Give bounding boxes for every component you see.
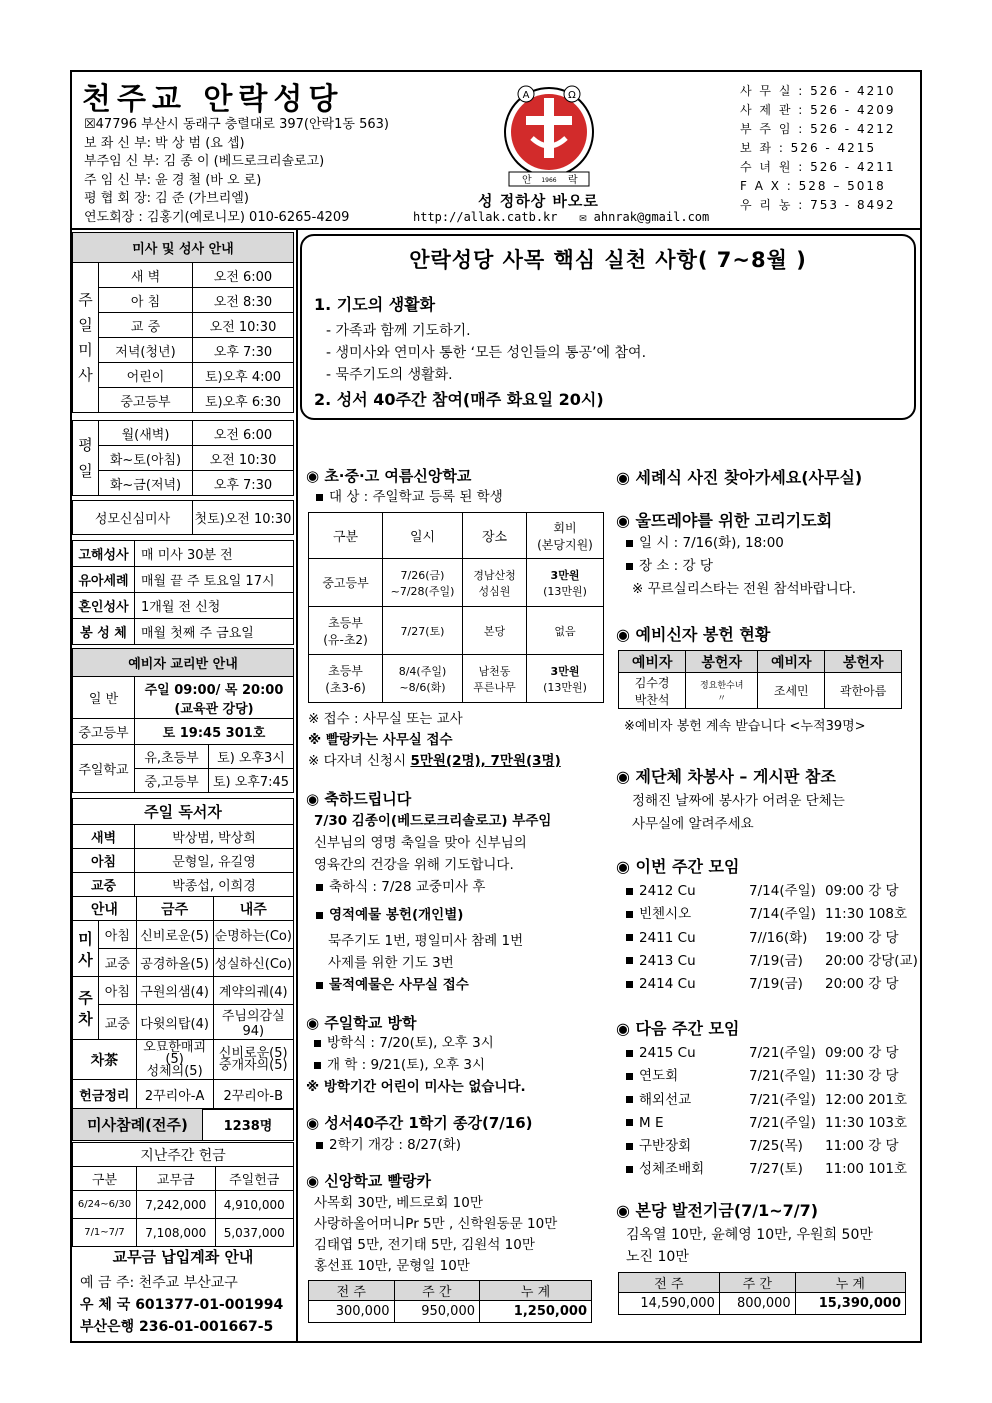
parking-label: 주 차 [73, 977, 99, 1040]
sunday-mass-time: 오전 10:30 [193, 313, 294, 338]
weekday-mass-time: 오후 7:30 [193, 471, 294, 496]
priorities-title: 안락성당 사목 핵심 실천 사항( 7~8월 ) [409, 248, 807, 272]
weekday-mass-table [72, 420, 294, 496]
fund-sum-table [618, 1272, 906, 1315]
sunday-mass-time: 오전 8:30 [193, 288, 294, 313]
sacrament-info: 매월 끝 주 토요일 17시 [135, 567, 294, 593]
catechumen-youth: 토 19:45 301호 [135, 719, 294, 745]
sum-head: 주 간 [719, 1273, 795, 1293]
account-postal: 우 체 국 601377-01-001994 [80, 1297, 284, 1313]
bullet-circle-icon: ◉ [306, 467, 325, 485]
duty-mass: 교중 [99, 1005, 137, 1040]
bullet-circle-icon: ◉ [306, 790, 325, 808]
staff-4: 평 협 회 장: 김 준 (가브리엘) [84, 191, 249, 206]
camp-date: 7/27(토) [383, 607, 463, 655]
attendance-value: 1238명 [203, 1109, 294, 1141]
sacraments-table [72, 540, 294, 645]
offering-title: 지난주간 헌금 [73, 1143, 294, 1167]
camp-place: 경남산청 성심원 [463, 559, 527, 607]
patron-motto: 성 정하상 바오로 [478, 192, 599, 210]
mass-title: 미사 및 성사 안내 [73, 233, 294, 263]
sunday-mass-name: 어린이 [99, 363, 193, 388]
catech-head: 예비자 [619, 651, 686, 673]
meeting-row: 구반장회 7/25(목) 11:00 강 당 [626, 1135, 907, 1158]
square-bullet-icon [316, 982, 323, 989]
altar-title: ◉ 제단체 차봉사 – 게시판 참조 [616, 767, 836, 786]
square-bullet-icon [316, 884, 323, 891]
svg-text:Ω: Ω [568, 90, 576, 101]
email-link[interactable]: ahnrak@gmail.com [593, 210, 710, 224]
congrats-item: 축하식 : 7/28 교중미사 후 [316, 878, 485, 896]
duty-this-week: 다윗의탑(4) [136, 1005, 213, 1040]
offering-sunday: 4,910,000 [215, 1191, 294, 1219]
offering-head: 구분 [73, 1167, 137, 1191]
reader-names: 문형일, 유길영 [135, 849, 294, 873]
duty-mass: 아침 [99, 921, 137, 949]
sum-head: 누 계 [480, 1281, 592, 1301]
sunday-mass-name: 저녁(청년) [99, 338, 193, 363]
sum-total: 15,390,000 [795, 1293, 905, 1315]
duty-mass: 교중 [99, 949, 137, 977]
vacation-note: ※ 방학기간 어린이 미사는 없습니다. [306, 1079, 526, 1095]
sum-head: 누 계 [795, 1273, 905, 1293]
address: ☒47796 부산시 동래구 충렬대로 397(안락1동 563) [84, 117, 389, 132]
camp-group: 초등부 (유-초2) [309, 607, 383, 655]
camp-head: 장소 [463, 513, 527, 559]
weekday-mass-time: 오전 10:30 [193, 446, 294, 471]
marian-mass-name: 성모신심미사 [73, 501, 193, 535]
mass-duty-label: 미 사 [73, 921, 99, 977]
priority-item: - 묵주기도의 생활화. [326, 367, 453, 383]
duty-table [72, 896, 294, 1110]
readers-table [72, 798, 294, 897]
catech-sponsor: 정요한수녀 〃 [686, 673, 758, 709]
camp-place: 본당 [463, 607, 527, 655]
duty-head: 안내 [73, 897, 137, 921]
duty-this-week: 신비로운(5) [136, 921, 213, 949]
congrats-item: 물적예물은 사무실 접수 [316, 976, 469, 994]
header-divider [70, 228, 922, 230]
sum-total: 1,250,000 [480, 1301, 592, 1323]
priority-1: 1. 기도의 생활화 [314, 295, 436, 314]
phone-office: 사 무 실 : 526 - 4210 [740, 84, 896, 98]
readers-title: 주일 독서자 [73, 799, 294, 825]
duty-next-week: 순명하는(Co) [213, 921, 293, 949]
sunday-school-group: 유,초등부 [135, 745, 209, 769]
reader-names: 박종섭, 이희경 [135, 873, 294, 897]
sacrament-name: 유아세례 [73, 567, 135, 593]
sunday-mass-time: 오전 6:00 [193, 263, 294, 288]
money-next-week: 2꾸리아-B [213, 1080, 293, 1110]
money-this-week: 2꾸리아-A [136, 1080, 213, 1110]
cord-note: ※ 꾸르실리스타는 전원 참석바랍니다. [632, 581, 857, 597]
svg-text:락: 락 [568, 175, 578, 186]
camp-head: 일시 [383, 513, 463, 559]
meeting-row: 연도회 7/21(주일) 11:30 강 당 [626, 1065, 907, 1088]
bullet-circle-icon: ◉ [616, 625, 636, 644]
sunday-mass-name: 아 침 [99, 288, 193, 313]
fund-list: 김옥열 10만, 윤혜영 10만, 우원희 50만 노진 10만 [626, 1227, 873, 1265]
duty-mass: 아침 [99, 977, 137, 1005]
bullet-circle-icon: ◉ [616, 1201, 636, 1220]
parish-logo [494, 80, 604, 190]
congrats-text: 7/30 김종이(베드로크리솔로고) 부주임 신부님의 영명 축일을 맞아 신부님의 영육간의 건강을 위해 기도합니다. [314, 813, 552, 873]
camp-date: 7/26(금) ~7/28(주일) [383, 559, 463, 607]
congrats-item: 영적예물 봉헌(개인별) [316, 906, 463, 924]
attendance-table [72, 1108, 294, 1141]
offering-period: 6/24~6/30 [73, 1191, 137, 1219]
money-label: 헌금정리 [73, 1080, 137, 1110]
camp-fee: 없음 [527, 607, 604, 655]
duty-head: 내주 [213, 897, 293, 921]
phone-fax: F A X : 528 – 5018 [740, 179, 886, 193]
camp-fee: 3만원 (13만원) [527, 655, 604, 703]
sum-head: 주 간 [394, 1281, 480, 1301]
sum-prev: 300,000 [309, 1301, 395, 1323]
bullet-circle-icon: ◉ [616, 511, 636, 530]
tea-this-week: 오묘한매괴(5) 성체의(5) [136, 1040, 213, 1080]
cord-item: 일 시 : 7/16(화), 18:00 [626, 534, 784, 552]
svg-text:1966: 1966 [541, 177, 557, 184]
reader-mass: 교중 [73, 873, 135, 897]
catech-name: 김수경 박찬석 [619, 673, 686, 709]
phone-rectory: 사 제 관 : 526 - 4209 [740, 103, 896, 117]
duty-next-week: 성실하신(Co) [213, 949, 293, 977]
catech-head: 예비자 [758, 651, 825, 673]
photo-title: ◉ 세례식 사진 찾아가세요(사무실) [616, 468, 863, 487]
bullet-circle-icon: ◉ [616, 857, 636, 876]
account-list [80, 1272, 283, 1338]
vacation-item: 개 학 : 9/21(토), 오후 3시 [314, 1056, 485, 1074]
account-holder: 예 금 주: 천주교 부산교구 [80, 1275, 238, 1291]
sunday-mass-time: 오후 7:30 [193, 338, 294, 363]
offering-tithe: 7,242,000 [137, 1191, 216, 1219]
sunday-mass-time: 토)오후 6:30 [193, 388, 294, 413]
sunday-school-time: 토) 오후7:45 [209, 769, 294, 793]
camp-table [308, 512, 604, 703]
offering-head: 주일헌금 [215, 1167, 294, 1191]
sunday-mass-time: 토)오후 4:00 [193, 363, 294, 388]
square-bullet-icon [316, 494, 323, 501]
camp-title: ◉ 초·중·고 여름신앙학교 [306, 467, 472, 485]
marian-mass-time: 첫토)오전 10:30 [193, 501, 294, 535]
bullet-circle-icon: ◉ [616, 1019, 636, 1038]
camp-group: 초등부 (초3-6) [309, 655, 383, 703]
header-info [84, 116, 414, 227]
weekday-mass-name: 화~금(저녁) [99, 471, 193, 496]
meeting-row: 2414 Cu 7/19(금) 20:00 강 당 [626, 973, 918, 996]
priority-2: 2. 성서 40주간 참여(매주 화요일 20시) [314, 390, 604, 409]
sum-head: 전 주 [309, 1281, 395, 1301]
phone-assistant: 보 좌 : 526 - 4215 [740, 141, 877, 155]
camp-fee: 3만원 (13만원) [527, 559, 604, 607]
meeting-row: 해외선교 7/21(주일) 12:00 201호 [626, 1089, 907, 1112]
account-title: 교무금 납입계좌 안내 [112, 1248, 254, 1266]
mass-schedule-table [72, 232, 294, 413]
weekday-mass-name: 화~토(아침) [99, 446, 193, 471]
column-divider [296, 230, 298, 1342]
catechumen-title: 예비자 교리반 안내 [73, 649, 294, 677]
mail-icon: ✉ [579, 210, 587, 224]
bullet-circle-icon: ◉ [306, 1014, 325, 1032]
camp-note: ※ 다자녀 신청시 5만원(2명), 7만원(3명) [308, 753, 561, 769]
staff-2: 부주임 신 부: 김 종 이 (베드로크리솔로고) [84, 154, 325, 169]
svg-text:A: A [522, 90, 530, 101]
sunday-mass-name: 새 벽 [99, 263, 193, 288]
phone-convent: 수 녀 원 : 526 - 4211 [740, 160, 896, 174]
sacrament-info: 매 미사 30분 전 [135, 541, 294, 567]
duty-next-week: 계약의궤(4) [213, 977, 293, 1005]
staff-3: 주 임 신 부: 윤 경 철 (바 오 로) [84, 172, 262, 188]
palanca-title: ◉ 신앙학교 빨랑카 [306, 1172, 431, 1190]
this-week-list [626, 880, 918, 996]
offering-sunday: 5,037,000 [215, 1219, 294, 1247]
pastoral-priorities-box [300, 234, 916, 420]
sunday-mass-name: 교 중 [99, 313, 193, 338]
meeting-row: 2415 Cu 7/21(주일) 09:00 강 당 [626, 1042, 907, 1065]
svg-text:안: 안 [522, 175, 532, 186]
bible-item: 2학기 개강 : 8/27(화) [316, 1136, 461, 1154]
fund-title: ◉ 본당 발전기금(7/1~7/7) [616, 1201, 819, 1220]
meeting-row: 2412 Cu 7/14(주일) 09:00 강 당 [626, 880, 918, 903]
camp-note: ※ 빨랑카는 사무실 접수 [308, 732, 453, 748]
spiritual-gift: 묵주기도 1번, 평일미사 참례 1번 사제를 위한 기도 3번 [328, 933, 524, 971]
sum-prev: 14,590,000 [619, 1293, 720, 1315]
duty-next-week: 주님의감실94) [213, 1005, 293, 1040]
bible-title: ◉ 성서40주간 1학기 종강(7/16) [306, 1114, 533, 1132]
marian-mass-table [72, 500, 294, 535]
camp-group: 중고등부 [309, 559, 383, 607]
next-week-list [626, 1042, 907, 1182]
offering-table [72, 1142, 294, 1247]
bullet-circle-icon: ◉ [306, 1114, 325, 1132]
weekday-mass-name: 월(새벽) [99, 421, 193, 446]
reader-mass: 아침 [73, 849, 135, 873]
catech-sponsor: 곽한아름 [825, 673, 902, 709]
offering-head: 교무금 [137, 1167, 216, 1191]
catechumen-table [72, 648, 294, 793]
sunday-school-label: 주일학교 [73, 745, 135, 793]
reader-names: 박상범, 박상희 [135, 825, 294, 849]
weekday-label: 평 일 [73, 421, 99, 496]
attendance-label: 미사참례(전주) [73, 1109, 203, 1141]
website-link[interactable]: http://allak.catb.kr [413, 210, 558, 224]
sum-week: 950,000 [394, 1301, 480, 1323]
meeting-row: M E 7/21(주일) 11:30 103호 [626, 1112, 907, 1135]
palanca-sum-table [308, 1280, 592, 1323]
sunday-mass-name: 중고등부 [99, 388, 193, 413]
phone-woorinong: 우 리 농 : 753 - 8492 [740, 198, 896, 212]
meeting-row: 성체조배회 7/27(토) 11:00 101호 [626, 1158, 907, 1181]
square-bullet-icon [314, 1040, 321, 1047]
catechumen-youth-label: 중고등부 [73, 719, 135, 745]
sunday-school-group: 중,고등부 [135, 769, 209, 793]
square-bullet-icon [316, 912, 323, 919]
camp-head: 회비 (본당지원) [527, 513, 604, 559]
next-week-title: ◉ 다음 주간 모임 [616, 1019, 740, 1038]
sacrament-name: 고해성사 [73, 541, 135, 567]
duty-this-week: 공경하올(5) [136, 949, 213, 977]
weekday-mass-time: 오전 6:00 [193, 421, 294, 446]
reader-mass: 새벽 [73, 825, 135, 849]
sum-head: 전 주 [619, 1273, 720, 1293]
sacrament-info: 매월 첫째 주 금요일 [135, 619, 294, 645]
square-bullet-icon [316, 1142, 323, 1149]
priority-item: - 생미사와 연미사 통한 ‘모든 성인들의 통공’에 참여. [326, 345, 647, 361]
cord-title: ◉ 울뜨레야를 위한 고리기도회 [616, 511, 833, 530]
phone-list [740, 82, 895, 215]
meeting-row: 2413 Cu 7/19(금) 20:00 강당(교) [626, 950, 918, 973]
sunday-label: 주 일 미 사 [73, 263, 99, 413]
meeting-row: 빈첸시오 7/14(주일) 11:30 108호 [626, 903, 918, 926]
this-week-title: ◉ 이번 주간 모임 [616, 857, 740, 876]
sum-week: 800,000 [719, 1293, 795, 1315]
catech-note: ※예비자 봉헌 계속 받습니다 <누적39명> [624, 719, 866, 734]
cord-item: 장 소 : 강 당 [626, 557, 713, 575]
catech-head: 봉헌자 [686, 651, 758, 673]
staff-5: 연도회장 : 김홍기(예로니모) 010-6265-4209 [84, 209, 350, 225]
camp-note: ※ 접수 : 사무실 또는 교사 [308, 711, 463, 727]
catech-head: 봉헌자 [825, 651, 902, 673]
priority-item: - 가족과 함께 기도하기. [326, 323, 471, 339]
offering-tithe: 7,108,000 [137, 1219, 216, 1247]
phone-assoc-pastor: 부 주 임 : 526 - 4212 [740, 122, 896, 136]
catechumen-general: 주일 09:00/ 목 20:00 (교육관 강당) [135, 677, 294, 719]
meeting-row: 2411 Cu 7//16(화) 19:00 강 당 [626, 927, 918, 950]
square-bullet-icon [626, 563, 633, 570]
parish-title: 천주교 안락성당 [82, 82, 344, 117]
camp-date: 8/4(주일) ~8/6(화) [383, 655, 463, 703]
duty-head: 금주 [136, 897, 213, 921]
duty-this-week: 구원의샘(4) [136, 977, 213, 1005]
palanca-list: 사목회 30만, 베드로회 10만 사랑하올어머니Pr 5만 , 신학원동문 10만 김태엽 5만, 전기태 5만, 김원석 10만 홍선표 10만, 문형일 10만 [314, 1195, 558, 1274]
tea-label: 차茶 [73, 1040, 137, 1080]
offering-period: 7/1~7/7 [73, 1219, 137, 1247]
square-bullet-icon [626, 540, 633, 547]
camp-target: 대 상 : 주일학교 등록 된 학생 [316, 488, 503, 506]
account-busan-bank: 부산은행 236-01-001667-5 [80, 1319, 274, 1335]
vacation-title: ◉ 주일학교 방학 [306, 1014, 417, 1032]
vacation-item: 방학식 : 7/20(토), 오후 3시 [314, 1034, 494, 1052]
sacrament-name: 혼인성사 [73, 593, 135, 619]
catech-table [618, 650, 902, 709]
sacrament-name: 봉 성 체 [73, 619, 135, 645]
bullet-circle-icon: ◉ [306, 1172, 325, 1190]
sacrament-info: 1개월 전 신청 [135, 593, 294, 619]
staff-1: 보 좌 신 부: 박 상 범 (요 셉) [84, 135, 245, 151]
camp-place: 남천동 푸른나무 [463, 655, 527, 703]
catech-title: ◉ 예비신자 봉헌 현황 [616, 625, 771, 644]
camp-head: 구분 [309, 513, 383, 559]
web-links [413, 210, 709, 224]
catech-name: 조세민 [758, 673, 825, 709]
tea-next-week: 신비로운(5) 중개자의(5) [213, 1040, 293, 1080]
altar-text: 정해진 날짜에 봉사가 어려운 단체는 사무실에 알려주세요 [632, 793, 845, 832]
bullet-circle-icon: ◉ [616, 767, 636, 786]
sunday-school-time: 토) 오후3시 [209, 745, 294, 769]
bullet-circle-icon: ◉ [616, 468, 636, 487]
square-bullet-icon [314, 1062, 321, 1069]
catechumen-general-label: 일 반 [73, 677, 135, 719]
congrats-title: ◉ 축하드립니다 [306, 790, 412, 808]
